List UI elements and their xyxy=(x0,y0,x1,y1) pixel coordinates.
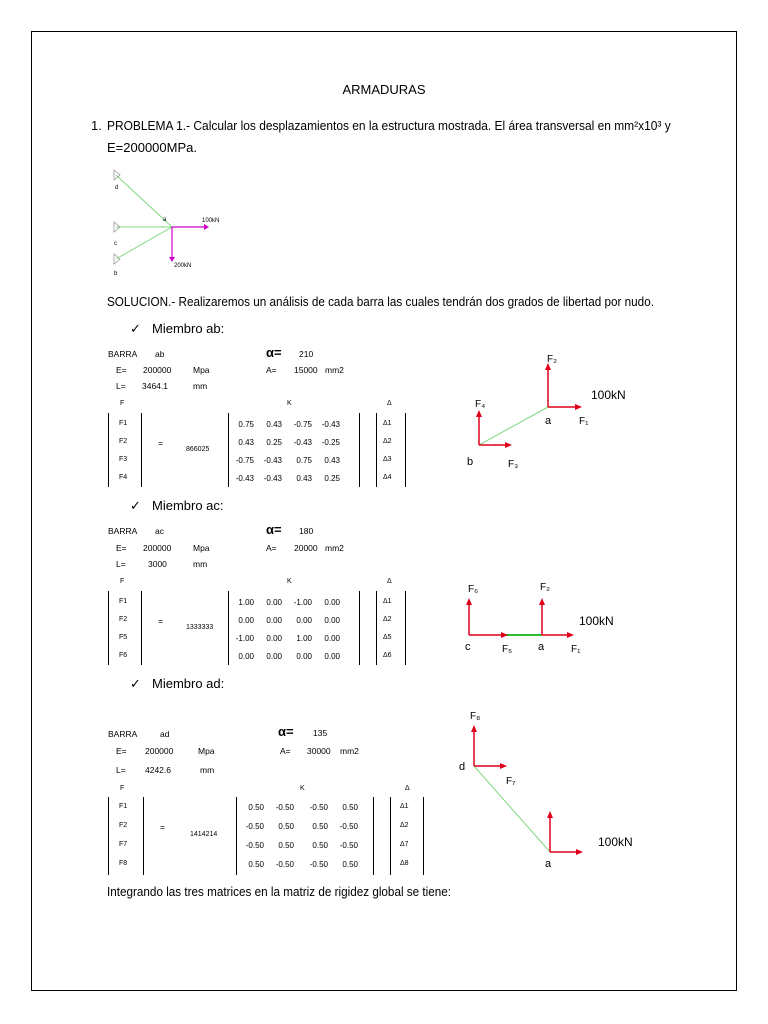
bracket-d-left xyxy=(376,591,377,665)
stiffness-factor: 1333333 xyxy=(186,624,214,631)
a-label: A= xyxy=(280,746,291,756)
stiffness-factor: 866025 xyxy=(186,446,210,453)
barra-value: ad xyxy=(160,729,170,739)
l-unit: mm xyxy=(193,381,208,391)
bracket-d-left xyxy=(376,413,377,487)
member-heading: Miembro ad: xyxy=(152,676,225,691)
delta-row-2: Δ2 xyxy=(400,822,409,829)
delta-row-4: Δ4 xyxy=(383,474,392,481)
e-label: E= xyxy=(116,365,127,375)
delta-row-3: Δ5 xyxy=(383,634,392,641)
f-header: F xyxy=(120,578,125,585)
force-f6-arrow-icon xyxy=(466,598,472,605)
f-row-3: F7 xyxy=(119,841,128,848)
force-f3-arrow-icon xyxy=(505,442,512,448)
f-row-3: F5 xyxy=(119,634,128,641)
f3-label: F₃ xyxy=(508,459,519,470)
load-v-label: 200kN xyxy=(174,263,192,269)
a-unit: mm2 xyxy=(325,543,344,553)
k-row-1: 1.00 0.00 -1.00 0.00 xyxy=(238,598,340,607)
load-h-label: 100kN xyxy=(202,218,220,224)
check-icon: ✓ xyxy=(130,498,141,513)
bracket-k-right xyxy=(358,591,360,665)
k-header: K xyxy=(287,578,292,585)
a-label: A= xyxy=(266,543,277,553)
page-title: ARMADURAS xyxy=(342,82,426,97)
k-row-3: -0.75 -0.43 0.75 0.43 xyxy=(235,456,340,465)
barra-label: BARRA xyxy=(108,349,138,359)
force-f1-arrow-icon xyxy=(575,404,582,410)
check-icon: ✓ xyxy=(130,321,141,336)
f-row-4: F6 xyxy=(119,652,128,659)
a-value: 20000 xyxy=(294,543,318,553)
force-f4-arrow-icon xyxy=(476,410,482,417)
equals-sign: = xyxy=(158,616,163,626)
member-heading: Miembro ab: xyxy=(152,321,225,336)
bracket-f-left xyxy=(108,413,109,487)
bracket-f-right xyxy=(140,591,142,665)
force-f7-arrow-icon xyxy=(500,763,507,769)
bracket-d-left xyxy=(390,797,391,875)
l-value: 3464.1 xyxy=(142,381,168,391)
problem-number: 1. xyxy=(91,118,102,133)
member-heading: Miembro ac: xyxy=(152,498,224,513)
l-unit: mm xyxy=(200,765,215,775)
f1-label: F₁ xyxy=(571,644,581,655)
f-row-1: F1 xyxy=(119,598,128,605)
k-row-1: 0.50 -0.50 -0.50 0.50 xyxy=(248,803,358,812)
node-c-label: c xyxy=(114,241,117,247)
bracket-f-right xyxy=(142,797,144,875)
member-ac-diagram xyxy=(455,570,655,660)
f1-label: F₁ xyxy=(579,416,589,427)
delta-row-1: Δ1 xyxy=(383,420,392,427)
bracket-d-right xyxy=(404,591,406,665)
bracket-d-right xyxy=(404,413,406,487)
k-row-4: -0.43 -0.43 0.43 0.25 xyxy=(235,474,340,483)
f2-label: F₂ xyxy=(540,582,550,593)
check-icon: ✓ xyxy=(130,676,141,691)
bracket-d-right xyxy=(422,797,424,875)
node-d-label: d xyxy=(115,185,119,191)
f-header: F xyxy=(120,785,125,792)
bracket-k-left xyxy=(228,591,229,665)
force-f1-arrow-icon xyxy=(567,632,574,638)
node-c: c xyxy=(465,641,471,653)
member-ad-diagram xyxy=(450,700,650,870)
delta-row-1: Δ1 xyxy=(383,598,392,605)
l-value: 3000 xyxy=(148,559,167,569)
barra-label: BARRA xyxy=(108,729,138,739)
a-unit: mm2 xyxy=(340,746,359,756)
f-row-2: F2 xyxy=(119,616,128,623)
e-unit: Mpa xyxy=(193,365,210,375)
member-ab xyxy=(116,227,172,259)
k-header: K xyxy=(300,785,305,792)
force-up-arrow-icon xyxy=(547,811,553,818)
a-unit: mm2 xyxy=(325,365,344,375)
load-h-arrowhead xyxy=(204,224,209,230)
barra-value: ac xyxy=(155,526,164,536)
f-header: F xyxy=(120,400,125,407)
a-value: 15000 xyxy=(294,365,318,375)
barra-label: BARRA xyxy=(108,526,138,536)
k-row-3: -1.00 0.00 1.00 0.00 xyxy=(235,634,340,643)
member-ab-diagram xyxy=(455,345,655,475)
a-value: 30000 xyxy=(307,746,331,756)
l-label: L= xyxy=(116,765,126,775)
equals-sign: = xyxy=(158,438,163,448)
f5-label: F₅ xyxy=(502,644,513,655)
load-label: 100kN xyxy=(579,614,614,628)
delta-row-2: Δ2 xyxy=(383,438,392,445)
k-row-3: -0.50 0.50 0.50 -0.50 xyxy=(245,841,358,850)
f7-label: F₇ xyxy=(506,776,516,787)
load-label: 100kN xyxy=(591,388,626,402)
delta-row-4: Δ6 xyxy=(383,652,392,659)
k-row-4: 0.50 -0.50 -0.50 0.50 xyxy=(248,860,358,869)
e-value: 200000 xyxy=(143,365,172,375)
e-unit: Mpa xyxy=(193,543,210,553)
equals-sign: = xyxy=(160,822,165,832)
delta-header: Δ xyxy=(405,785,410,792)
bracket-f-left xyxy=(108,591,109,665)
bracket-k-right xyxy=(358,413,360,487)
alpha-label: α= xyxy=(266,345,282,360)
delta-header: Δ xyxy=(387,578,392,585)
f4-label: F₄ xyxy=(475,399,486,410)
node-b: b xyxy=(467,456,474,468)
delta-header: Δ xyxy=(387,400,392,407)
f-row-2: F2 xyxy=(119,438,128,445)
load-v-arrowhead xyxy=(169,257,175,262)
force-right-arrow-icon xyxy=(576,849,583,855)
bracket-f-right xyxy=(140,413,142,487)
k-row-2: 0.00 0.00 0.00 0.00 xyxy=(238,616,340,625)
l-value: 4242.6 xyxy=(145,765,171,775)
load-label: 100kN xyxy=(598,835,633,849)
f-row-1: F1 xyxy=(119,803,128,810)
f8-label: F₈ xyxy=(470,711,481,722)
f-row-1: F1 xyxy=(119,420,128,427)
k-row-2: -0.50 0.50 0.50 -0.50 xyxy=(245,822,358,831)
problem-line-1: PROBLEMA 1.- Calcular los desplazamientos en la estructura mostrada. El área transversal en mm²x10³ y xyxy=(107,118,671,133)
bracket-k-left xyxy=(236,797,237,875)
f2-label: F₂ xyxy=(547,354,557,365)
barra-value: ab xyxy=(155,349,165,359)
bracket-k-right xyxy=(372,797,374,875)
node-a: a xyxy=(545,415,552,427)
alpha-label: α= xyxy=(266,522,282,537)
l-unit: mm xyxy=(193,559,208,569)
alpha-value: 180 xyxy=(299,526,314,536)
node-d: d xyxy=(459,761,466,773)
delta-row-2: Δ2 xyxy=(383,616,392,623)
stiffness-factor: 1414214 xyxy=(190,831,218,838)
e-label: E= xyxy=(116,746,127,756)
node-b-label: b xyxy=(114,271,118,277)
a-label: A= xyxy=(266,365,277,375)
force-f2-arrow-icon xyxy=(539,598,545,605)
force-f5-arrow-icon xyxy=(501,632,508,638)
closing-text: Integrando las tres matrices en la matriz de rigidez global se tiene: xyxy=(107,884,452,899)
e-value: 200000 xyxy=(143,543,172,553)
e-label: E= xyxy=(116,543,127,553)
k-row-4: 0.00 0.00 0.00 0.00 xyxy=(238,652,340,661)
f-row-3: F3 xyxy=(119,456,128,463)
k-header: K xyxy=(287,400,292,407)
delta-row-1: Δ1 xyxy=(400,803,409,810)
f-row-2: F2 xyxy=(119,822,128,829)
l-label: L= xyxy=(116,381,126,391)
alpha-value: 135 xyxy=(313,728,328,738)
solution-intro: SOLUCION.- Realizaremos un análisis de cada barra las cuales tendrán dos grados de libertad por nudo. xyxy=(107,294,654,309)
e-value: 200000 xyxy=(145,746,174,756)
k-row-2: 0.43 0.25 -0.43 -0.25 xyxy=(238,438,340,447)
bracket-k-left xyxy=(228,413,229,487)
f-row-4: F4 xyxy=(119,474,128,481)
alpha-label: α= xyxy=(278,724,294,739)
f-row-4: F8 xyxy=(119,860,128,867)
l-label: L= xyxy=(116,559,126,569)
delta-row-3: Δ3 xyxy=(383,456,392,463)
bracket-f-left xyxy=(108,797,109,875)
k-row-1: 0.75 0.43 -0.75 -0.43 xyxy=(238,420,340,429)
alpha-value: 210 xyxy=(299,349,314,359)
delta-row-3: Δ7 xyxy=(400,841,409,848)
node-a: a xyxy=(545,858,552,870)
force-f8-arrow-icon xyxy=(471,725,477,732)
f6-label: F₆ xyxy=(468,584,479,595)
delta-row-4: Δ8 xyxy=(400,860,409,867)
truss-figure xyxy=(108,165,238,280)
problem-line-2: E=200000MPa. xyxy=(107,140,197,155)
node-a: a xyxy=(538,641,545,653)
node-a-label: a xyxy=(163,217,167,223)
member-ab-line xyxy=(479,407,548,445)
e-unit: Mpa xyxy=(198,746,215,756)
